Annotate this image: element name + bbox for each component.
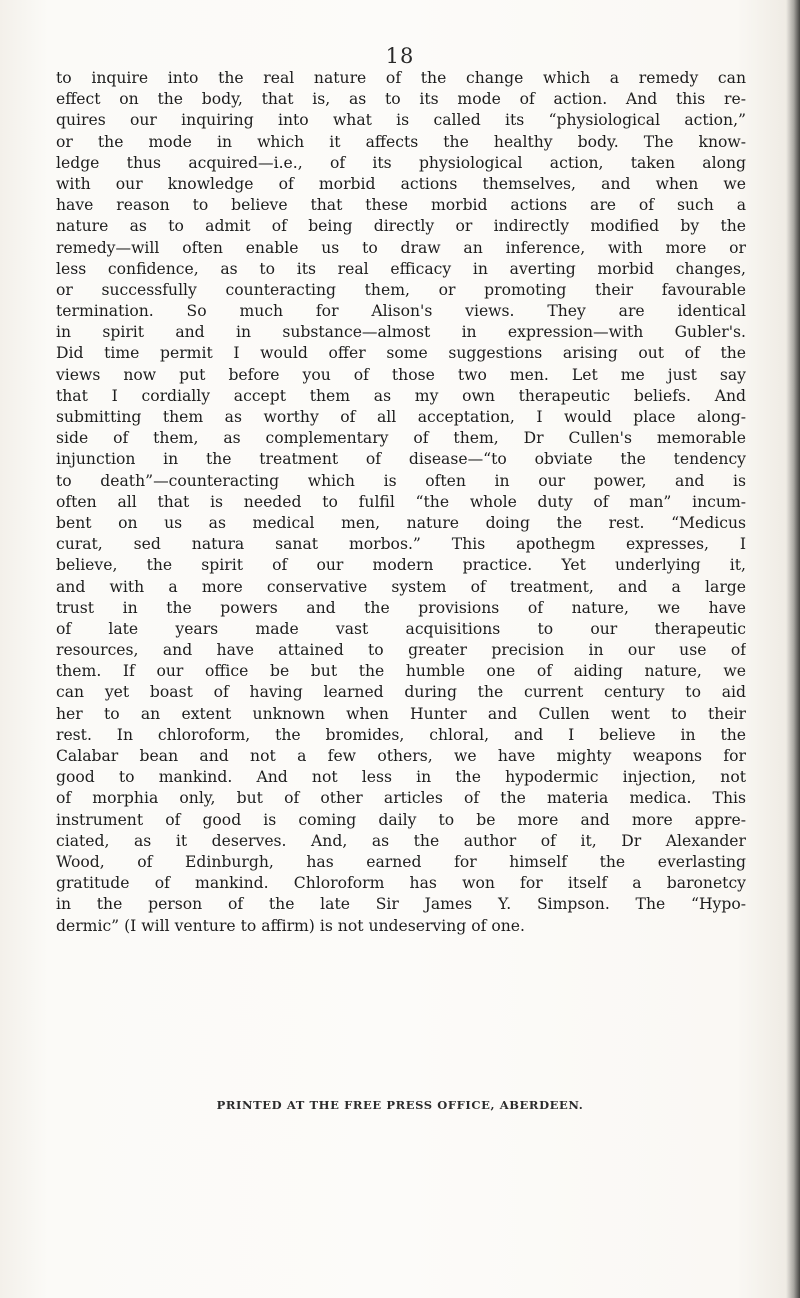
text-line: to death”—counteracting which is often in our power, and is: [56, 471, 746, 490]
text-line: or successfully counteracting them, or promoting their favourable: [56, 280, 746, 299]
text-line: dermic” (I will venture to affirm) is not undeserving of one.: [56, 916, 525, 935]
text-line: believe, the spirit of our modern practice. Yet underlying it,: [56, 556, 746, 575]
printer-imprint: PRINTED AT THE FREE PRESS OFFICE, ABERDEEN.: [216, 1098, 584, 1112]
text-line: that I cordially accept them as my own therapeutic beliefs. And: [56, 386, 746, 405]
page-number: 18: [385, 44, 415, 68]
text-line: with our knowledge of morbid actions themselves, and when we: [56, 174, 746, 193]
text-line: bent on us as medical men, nature doing the rest. “Medicus: [56, 513, 746, 532]
text-line: can yet boast of having learned during the current century to aid: [56, 683, 746, 702]
text-line: ciated, as it deserves. And, as the author of it, Dr Alexander: [56, 831, 746, 850]
text-line: effect on the body, that is, as to its mode of action. And this re-: [56, 90, 746, 109]
body-paragraph: [56, 68, 746, 937]
text-line: or the mode in which it affects the healthy body. The know-: [56, 132, 746, 151]
text-line: side of them, as complementary of them, Dr Cullen's memorable: [56, 429, 746, 448]
text-line: quires our inquiring into what is called its “physiological action,”: [56, 111, 746, 130]
text-line: gratitude of mankind. Chloroform has won for itself a baronetcy: [56, 874, 746, 893]
text-line: resources, and have attained to greater precision in our use of: [56, 641, 746, 660]
text-line: trust in the powers and the provisions of nature, we have: [56, 598, 746, 617]
text-line: good to mankind. And not less in the hypodermic injection, not: [56, 768, 746, 787]
text-line: submitting them as worthy of all acceptation, I would place along-: [56, 408, 746, 426]
text-line: curat, sed natura sanat morbos.” This apothegm expresses, I: [56, 535, 746, 554]
text-line: views now put before you of those two men. Let me just say: [56, 365, 746, 384]
text-line: and with a more conservative system of treatment, and a large: [56, 577, 746, 596]
text-line: nature as to admit of being directly or indirectly modified by the: [56, 217, 746, 236]
text-line: rest. In chloroform, the bromides, chloral, and I believe in the: [56, 725, 746, 744]
text-line: them. If our office be but the humble one of aiding nature, we: [56, 662, 746, 681]
text-line: injunction in the treatment of disease—“to obviate the tendency: [56, 450, 746, 469]
text-line: her to an extent unknown when Hunter and Cullen went to their: [56, 704, 746, 723]
text-line: instrument of good is coming daily to be more and more appre-: [56, 810, 746, 829]
text-line: of late years made vast acquisitions to our therapeutic: [56, 619, 746, 638]
text-line: remedy—will often enable us to draw an inference, with more or: [56, 238, 746, 257]
text-line: Calabar bean and not a few others, we have mighty weapons for: [56, 747, 746, 765]
text-line: Did time permit I would offer some suggestions arising out of the: [56, 344, 746, 363]
text-line: often all that is needed to fulfil “the whole duty of man” incum-: [56, 492, 746, 511]
text-line: to inquire into the real nature of the change which a remedy can: [56, 69, 746, 87]
text-line: ledge thus acquired—i.e., of its physiological action, taken along: [56, 153, 746, 172]
text-line: of morphia only, but of other articles of the materia medica. This: [56, 789, 746, 808]
text-line: in the person of the late Sir James Y. Simpson. The “Hypo-: [56, 895, 746, 914]
text-line: Wood, of Edinburgh, has earned for himself the everlasting: [56, 852, 746, 871]
page-edge-shadow: [786, 0, 800, 1298]
text-line: in spirit and in substance—almost in expression—with Gubler's.: [56, 323, 746, 342]
text-line: have reason to believe that these morbid actions are of such a: [56, 196, 746, 215]
text-line: termination. So much for Alison's views. They are identical: [56, 302, 746, 321]
text-line: less confidence, as to its real efficacy in averting morbid changes,: [56, 259, 746, 278]
